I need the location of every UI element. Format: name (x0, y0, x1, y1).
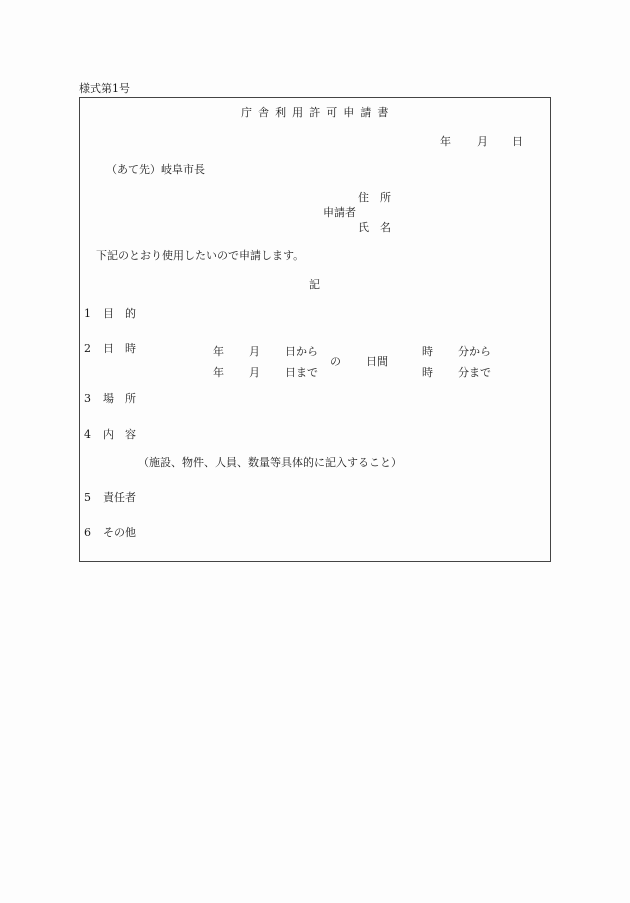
item-1-number: 1 (84, 307, 91, 320)
ki-label: 記 (309, 278, 320, 291)
to-day-label: 日まで (285, 366, 318, 379)
from-month-label: 月 (249, 345, 260, 358)
no-connector: の (330, 355, 341, 368)
date-month-label: 月 (477, 135, 488, 148)
to-year-label: 年 (213, 366, 224, 379)
addressee: （あて先）岐阜市長 (106, 163, 205, 176)
intro-text: 下記のとおり使用したいので申請します。 (96, 249, 305, 262)
date-day-label: 日 (512, 135, 523, 148)
name-label: 氏 名 (358, 221, 391, 234)
form-title: 庁舎利用許可申請書 (241, 106, 395, 119)
item-responsible-label: 責任者 (103, 491, 136, 504)
item-content-label: 内 容 (103, 428, 136, 441)
applicant-label: 申請者 (323, 206, 356, 219)
from-year-label: 年 (213, 345, 224, 358)
from-day-label: 日から (285, 345, 318, 358)
date-year-label: 年 (440, 135, 451, 148)
item-2-number: 2 (84, 342, 91, 355)
address-label: 住 所 (358, 191, 391, 204)
item-3-number: 3 (84, 392, 91, 405)
content-note: （施設、物件、人員、数量等具体的に記入すること） (138, 456, 402, 469)
to-month-label: 月 (249, 366, 260, 379)
item-5-number: 5 (84, 491, 91, 504)
days-label: 日間 (366, 355, 388, 368)
from-hour-label: 時 (422, 345, 433, 358)
to-hour-label: 時 (422, 366, 433, 379)
to-minute-label: 分まで (458, 366, 491, 379)
item-other-label: その他 (103, 526, 136, 539)
item-purpose-label: 目 的 (103, 307, 136, 320)
item-place-label: 場 所 (103, 392, 136, 405)
item-datetime-label: 日 時 (103, 342, 136, 355)
item-4-number: 4 (84, 428, 91, 441)
form-number: 様式第1号 (79, 82, 130, 95)
from-minute-label: 分から (458, 345, 491, 358)
item-6-number: 6 (84, 526, 91, 539)
